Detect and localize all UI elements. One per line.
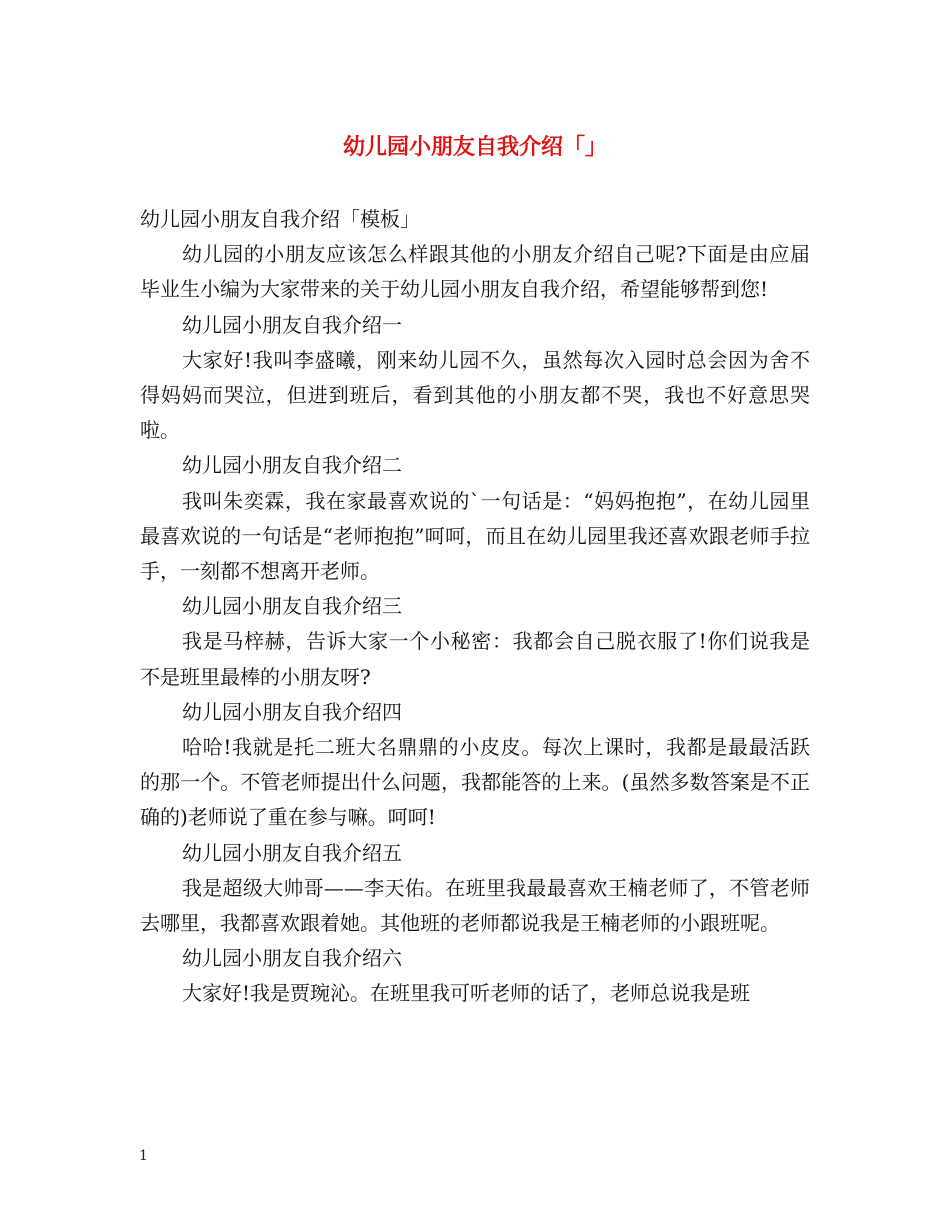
body-paragraph: 我是超级大帅哥——李天佑。在班里我最最喜欢王楠老师了，不管老师去哪里，我都喜欢跟着她。其他班的老师都说我是王楠老师的小跟班呢。 (140, 875, 810, 936)
section-heading: 幼儿园小朋友自我介绍五 (182, 840, 402, 865)
body-paragraph: 大家好!我叫李盛曦，刚来幼儿园不久，虽然每次入园时总会因为舍不得妈妈而哭泣，但进到班后，看到其他的小朋友都不哭，我也不好意思哭啦。 (140, 347, 810, 443)
subtitle-paragraph: 幼儿园小朋友自我介绍「模板」 (140, 207, 420, 231)
section-heading: 幼儿园小朋友自我介绍二 (182, 453, 402, 478)
section-heading: 幼儿园小朋友自我介绍三 (182, 594, 402, 619)
page-number: 1 (139, 1148, 148, 1164)
intro-paragraph: 幼儿园的小朋友应该怎么样跟其他的小朋友介绍自己呢?下面是由应届毕业生小编为大家带来的关于幼儿园小朋友自我介绍，希望能够帮到您! (140, 242, 810, 302)
body-paragraph: 我叫朱奕霖，我在家最喜欢说的`一句话是：“妈妈抱抱”，在幼儿园里最喜欢说的一句话是“老师抱抱”呵呵，而且在幼儿园里我还喜欢跟老师手拉手，一刻都不想离开老师。 (140, 488, 810, 584)
section-heading: 幼儿园小朋友自我介绍一 (182, 312, 402, 337)
body-paragraph: 哈哈!我就是托二班大名鼎鼎的小皮皮。每次上课时，我都是最最活跃的那一个。不管老师提出什么问题，我都能答的上来。(虽然多数答案是不正确的)老师说了重在参与嘛。呵呵! (140, 735, 810, 830)
document-body (140, 202, 810, 1012)
section-heading: 幼儿园小朋友自我介绍六 (182, 946, 402, 971)
section-heading: 幼儿园小朋友自我介绍四 (182, 699, 402, 724)
body-paragraph: 我是马梓赫，告诉大家一个小秘密：我都会自己脱衣服了!你们说我是不是班里最棒的小朋友呀? (140, 629, 810, 689)
document-title: 幼儿园小朋友自我介绍「」 (342, 134, 607, 160)
body-paragraph: 大家好!我是贾琬沁。在班里我可听老师的话了，老师总说我是班 (182, 981, 751, 1006)
